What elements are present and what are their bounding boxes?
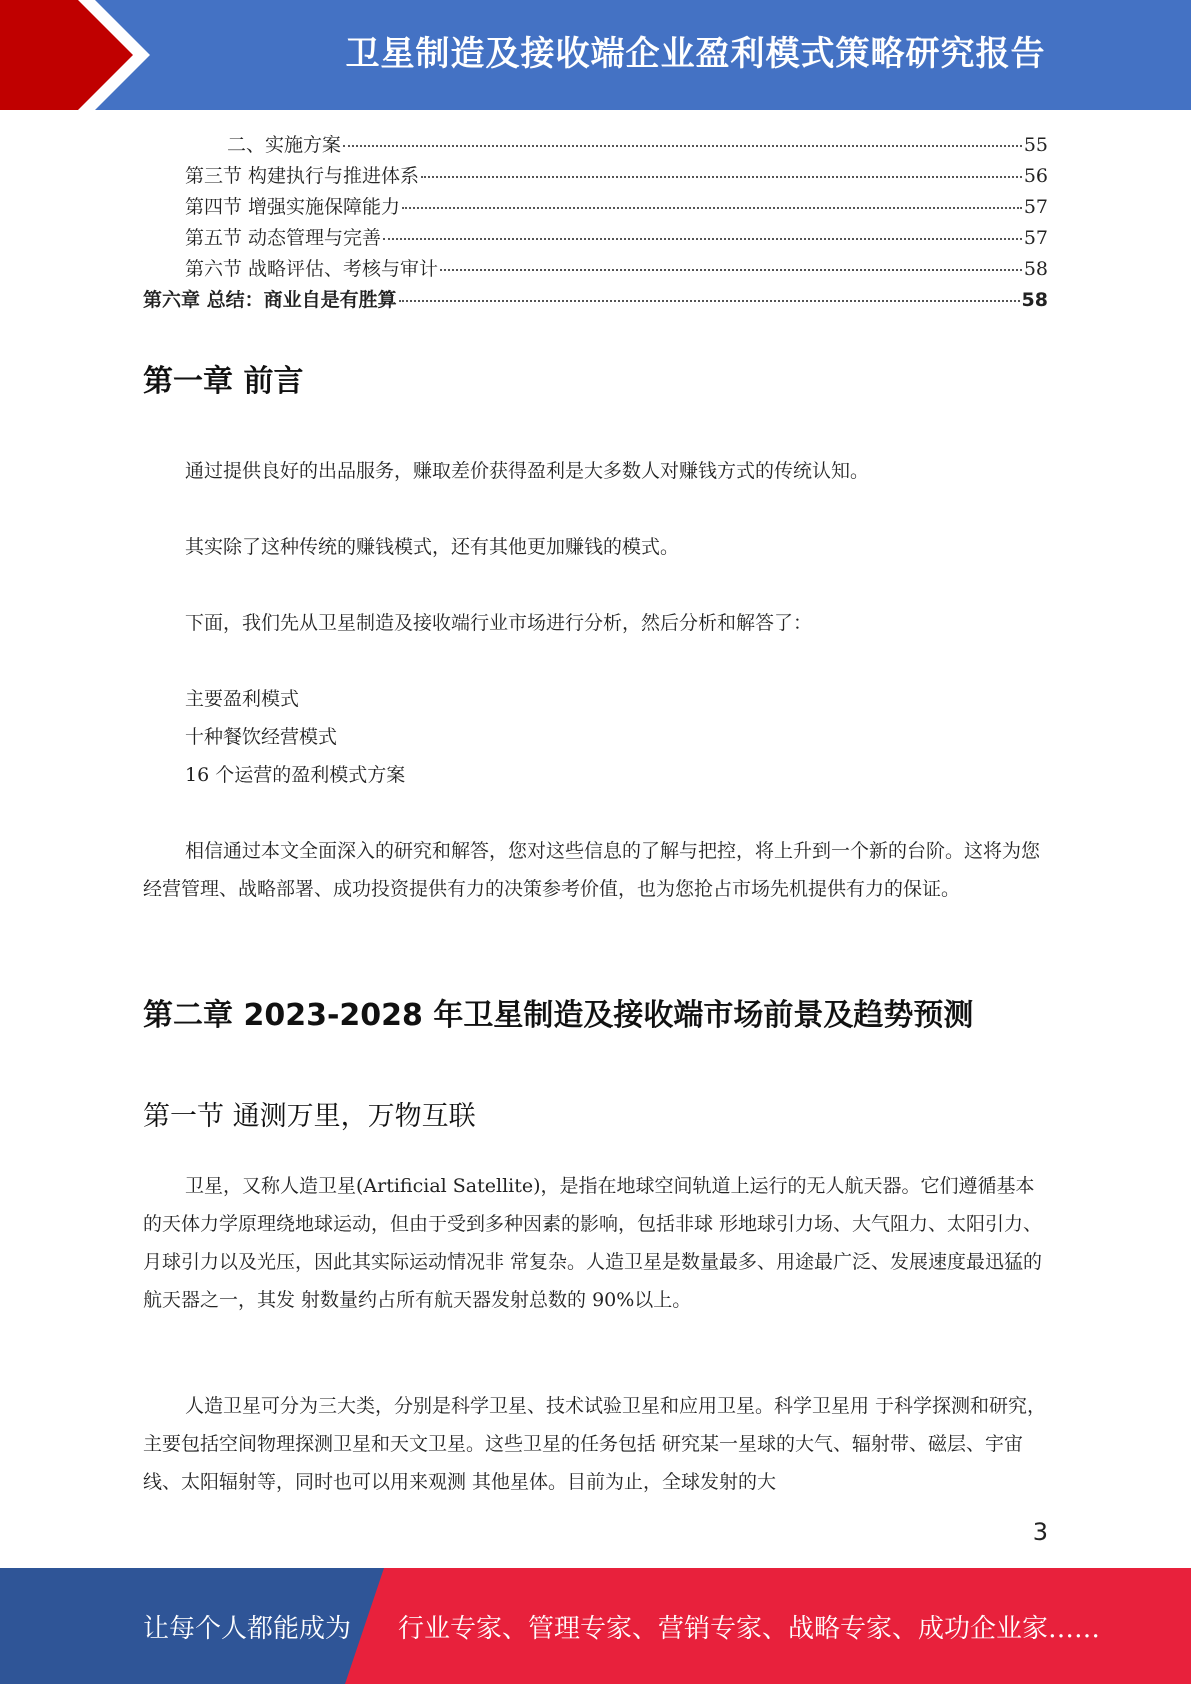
paragraph: 相信通过本文全面深入的研究和解答，您对这些信息的了解与把控，将上升到一个新的台阶。这将为您经营管理、战略部署、成功投资提供有力的决策参考价值，也为您抢占市场先机提供有力的保证。 [143,840,1041,900]
toc-entry-page: 57 [1023,196,1048,218]
footer-slogan-right: 行业专家、管理专家、营销专家、战略专家、成功企业家…… [398,1614,1101,1644]
toc-leader-dots [343,145,1022,147]
chapter-1-heading: 第一章 前言 [143,364,304,399]
list-item: 16 个运营的盈利模式方案 [185,764,406,786]
toc-entry-title: 二、实施方案 [227,134,342,156]
toc-entry-title: 第四节 增强实施保障能力 [185,196,401,218]
footer-band [0,1568,1191,1684]
paragraph: 卫星，又称人造卫星(Artificial Satellite)，是指在地球空间轨道上运行的无人航天器。它们遵循基本的天体力学原理绕地球运动，但由于受到多种因素的影响，包括非球 形地球引力场、大气阻力、太阳引力、月球引力以及光压，因此其实际运动情况非 常复杂。人造卫星是数量最多、用途最广泛、发展速度最迅猛的航天器之一，其发 射数量约占所有航天器发射总数的 90%以上。 [143,1175,1043,1311]
toc-entry-page: 57 [1023,227,1048,249]
toc-leader-dots [399,300,1020,302]
toc-entry[interactable] [143,223,1048,254]
toc-entry-title: 第六节 战略评估、考核与审计 [185,258,439,280]
bullet-list [185,680,405,794]
table-of-contents [143,130,1048,316]
toc-entry-title: 第五节 动态管理与完善 [185,227,382,249]
toc-entry-title: 第三节 构建执行与推进体系 [185,165,420,187]
toc-entry-title: 第六章 总结：商业自是有胜算 [143,289,397,311]
section-1-heading: 第一节 通测万里，万物互联 [143,1101,476,1132]
toc-entry-page: 58 [1021,289,1048,311]
header-title: 卫星制造及接收端企业盈利模式策略研究报告 [345,34,1046,74]
paragraph: 通过提供良好的出品服务，赚取差价获得盈利是大多数人对赚钱方式的传统认知。 [185,460,870,482]
paragraph: 下面，我们先从卫星制造及接收端行业市场进行分析，然后分析和解答了： [185,612,813,634]
header-band [0,0,1191,110]
toc-leader-dots [421,176,1022,178]
toc-entry[interactable] [143,192,1048,223]
paragraph: 其实除了这种传统的赚钱模式，还有其他更加赚钱的模式。 [185,536,680,558]
toc-entry-page: 58 [1023,258,1048,280]
toc-entry[interactable] [143,130,1048,161]
list-item: 主要盈利模式 [185,688,300,710]
list-item: 十种餐饮经营模式 [185,726,338,748]
toc-entry[interactable] [143,161,1048,192]
page-number: 3 [1032,1518,1048,1546]
paragraph: 人造卫星可分为三大类，分别是科学卫星、技术试验卫星和应用卫星。科学卫星用 于科学探测和研究，主要包括空间物理探测卫星和天文卫星。这些卫星的任务包括 研究某一星球的大气、辐射带、磁层、宇宙线、太阳辐射等，同时也可以用来观测 其他星体。目前为止，全球发射的大 [143,1395,1047,1493]
toc-entry-page: 55 [1023,134,1048,156]
chapter-2-heading: 第二章 2023-2028 年卫星制造及接收端市场前景及趋势预测 [143,998,974,1033]
toc-entry[interactable] [143,285,1048,316]
toc-leader-dots [383,238,1022,240]
toc-leader-dots [440,269,1022,271]
toc-entry-page: 56 [1023,165,1048,187]
footer-slogan-left: 让每个人都能成为 [143,1614,352,1644]
toc-leader-dots [402,207,1022,209]
toc-entry[interactable] [143,254,1048,285]
